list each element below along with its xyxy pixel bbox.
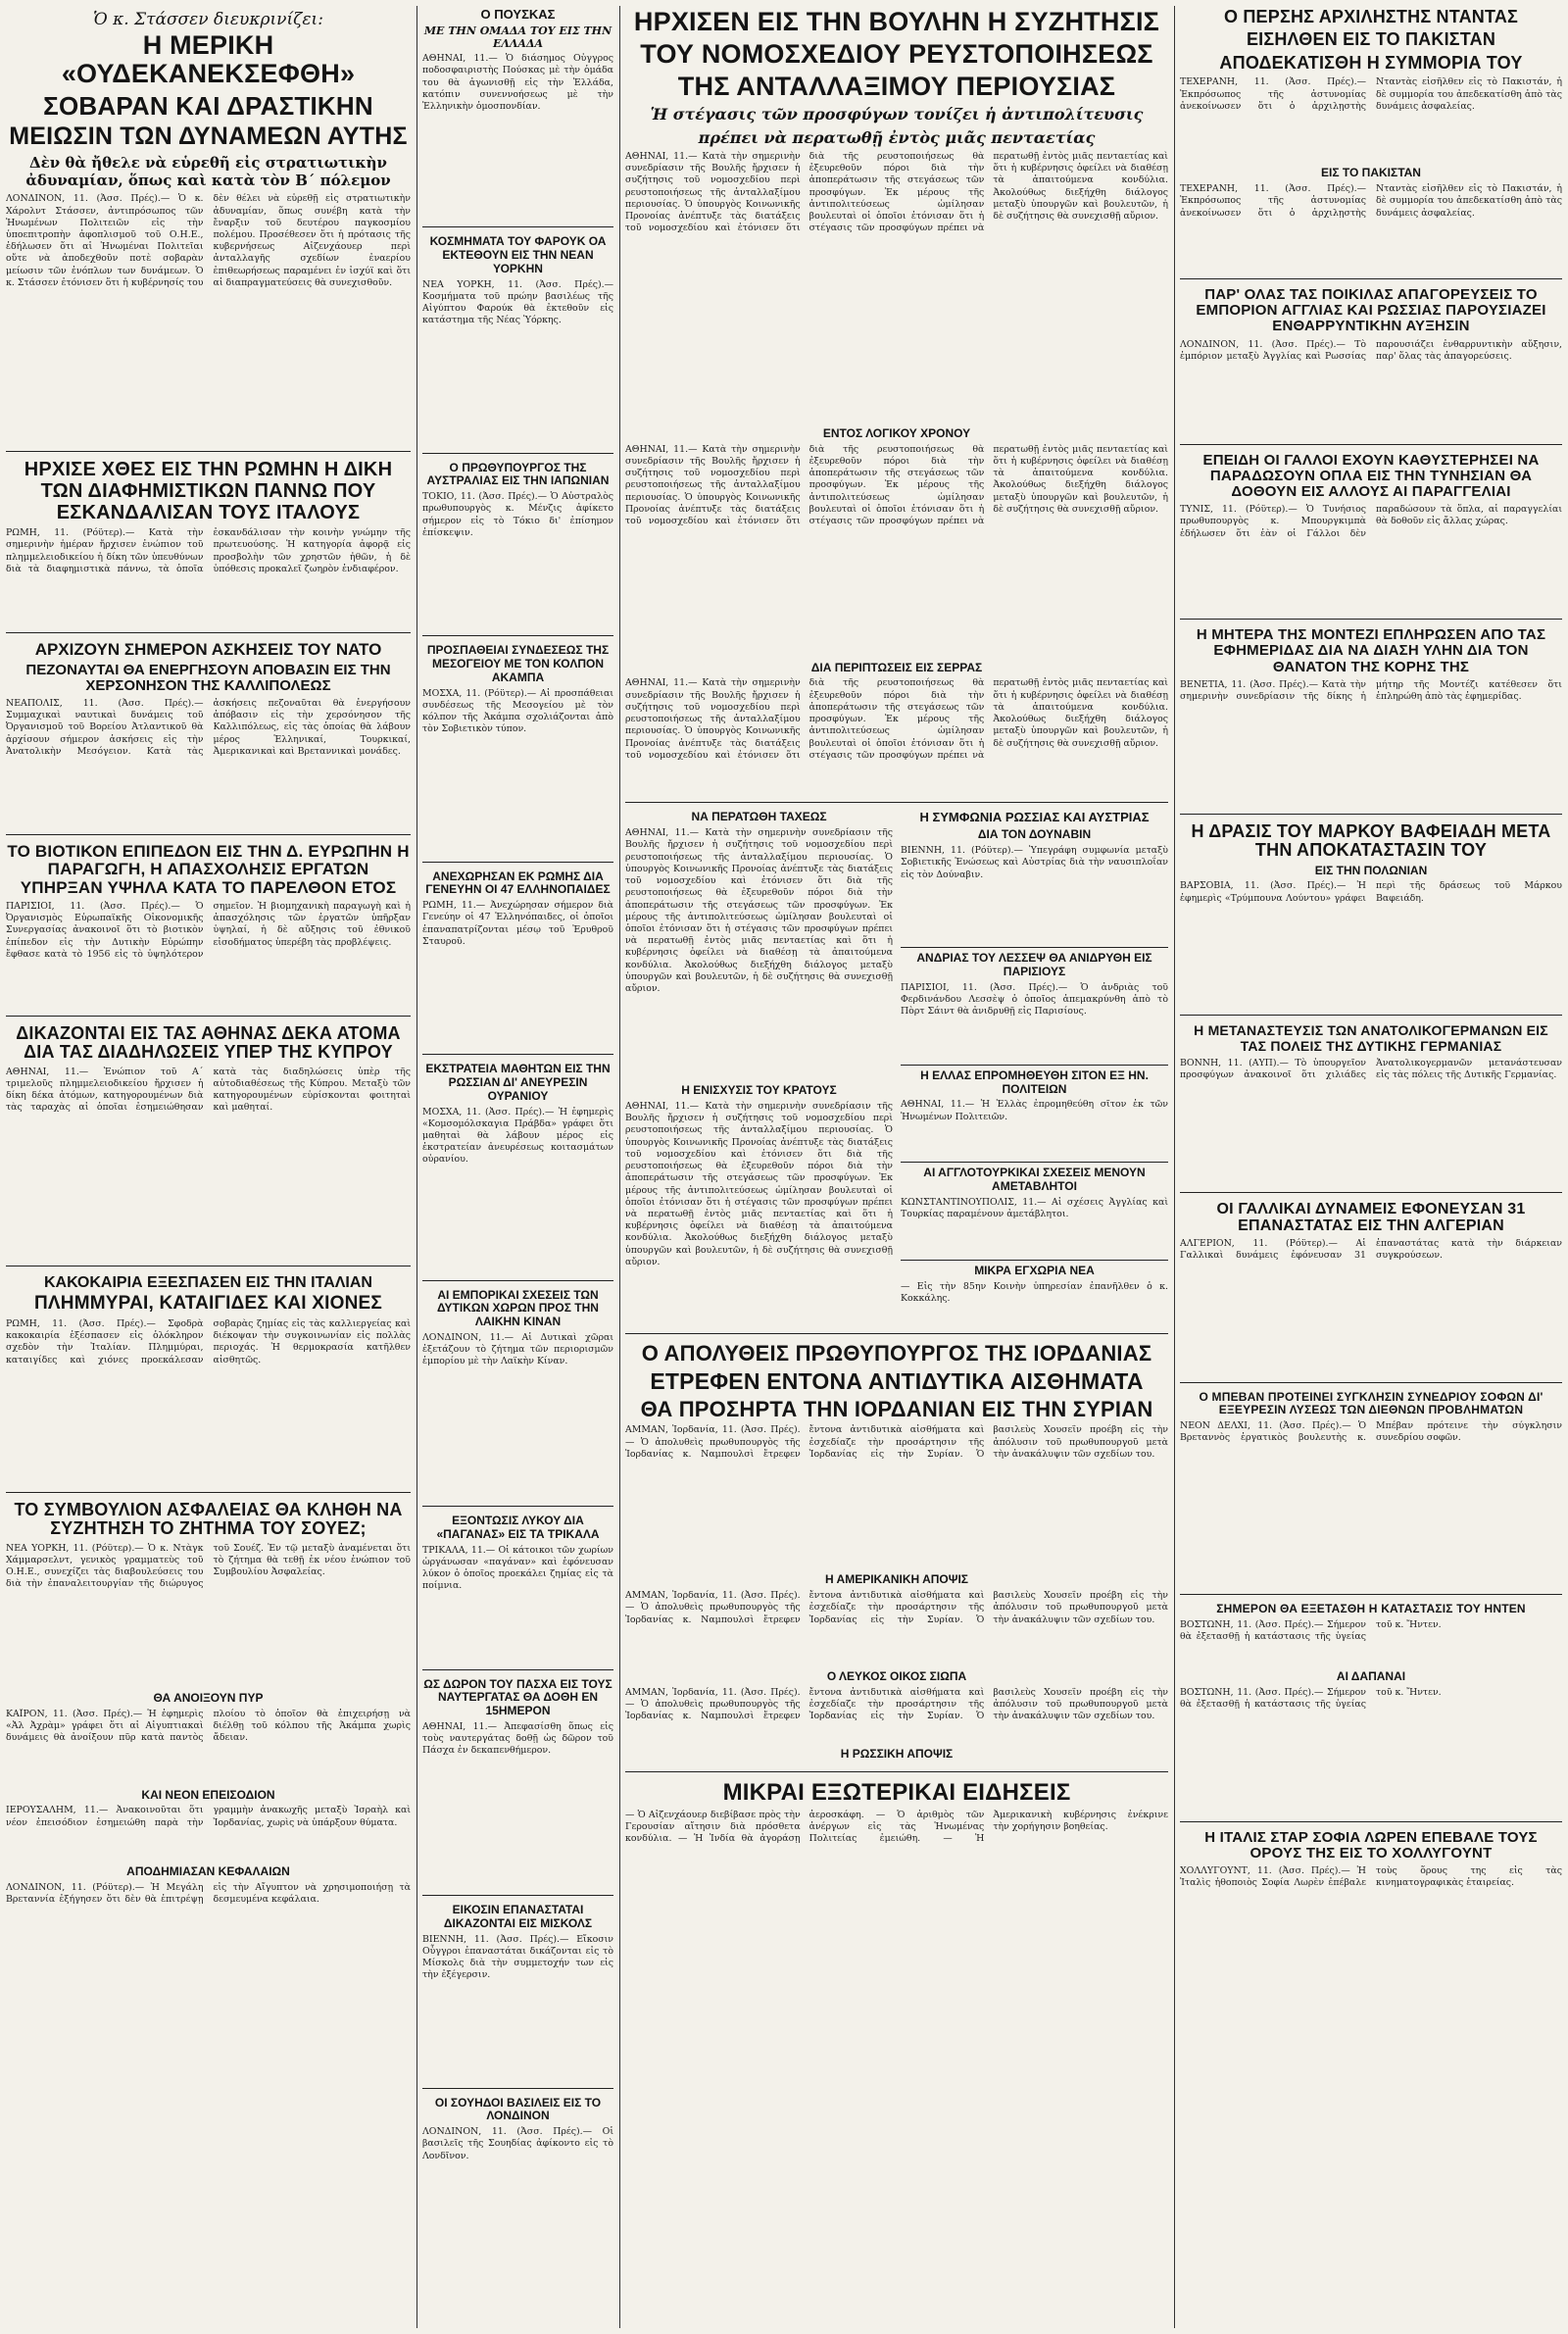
article-headline: ΠΕΖΟΝΑΥΤΑΙ ΘΑ ΕΝΕΡΓΗΣΟΥΝ ΑΠΟΒΑΣΙΝ ΕΙΣ ΤΗΝ ΧΕΡΣΟΝΗΣΟΝ ΤΗΣ ΚΑΛΛΙΠΟΛΕΩΣ — [25, 661, 391, 695]
article-headline: ΩΣ ΔΩΡΟΝ ΤΟΥ ΠΑΣΧΑ ΕΙΣ ΤΟΥΣ ΝΑΥΤΕΡΓΑΤΑΣ ΘΑ ΔΟΘΗ ΕΝ 15ΗΜΕΡΟΝ — [423, 1676, 612, 1718]
article-vafeiadis — [1180, 815, 1562, 1017]
article-body: ΑΘΗΝΑΙ, 11.— Ἀπεφασίσθη ὅπως εἰς τοὺς ναυτεργάτας δοθῇ ὡς δῶρον τοῦ Πάσχα ἐν δεκαπενθήμερον. — [422, 1720, 613, 1757]
column-4 — [1174, 0, 1568, 2334]
article-headline: Η ΔΡΑΣΙΣ ΤΟΥ ΜΑΡΚΟΥ ΒΑΦΕΙΑΔΗ ΜΕΤΑ ΤΗΝ ΑΠΟΚΑΤΑΣΤΑΣΙΝ ΤΟΥ — [1191, 820, 1551, 861]
article-body: ΑΘΗΝΑΙ, 11.— Κατὰ τὴν σημερινὴν συνεδρίασιν τῆς Βουλῆς ἤρχισεν ἡ συζήτησις τοῦ νομοσχεδίου περὶ ρευστοποιήσεως τῆς ἀνταλλαξίμου περιουσίας. Ὁ ὑπουργὸς Κοινωνικῆς Προνοίας ἀνέπτυξε τὰς διατάξεις τοῦ νομοσχεδίου καὶ ἐτόνισεν ὅτι διὰ τῆς ρευστοποιήσεως θὰ ἐξευρεθοῦν πόροι διὰ τὴν ἀποπεράτωσιν τῆς στεγάσεως τῶν προσφύγων. Ἐκ μέρους τῆς ἀντιπολιτεύσεως ὡμίλησαν βουλευταὶ οἱ ὁποῖοι ἐτόνισαν ὅτι ἡ στέγασις τῶν προσφύγων πρέπει νὰ περατωθῇ ἐντὸς μιᾶς πενταετίας καὶ ὅτι ἡ κυβέρνησις ὀφείλει νὰ διαθέσῃ τὰ ἀπαιτούμενα κονδύλια. Ἀκολούθως διεξήχθη διάλογος μεταξὺ ὑπουργῶν καὶ βουλευτῶν, ἡ δὲ συζήτησις θὰ συνεχισθῇ αὔριον. — [625, 677, 1168, 761]
divider — [901, 947, 1168, 948]
article-body: ΑΘΗΝΑΙ, 11.— Κατὰ τὴν σημερινὴν συνεδρίασιν τῆς Βουλῆς ἤρχισεν ἡ συζήτησις τοῦ νομοσχεδίου περὶ ρευστοποιήσεως τῆς ἀνταλλαξίμου περιουσίας. Ὁ ὑπουργὸς Κοινωνικῆς Προνοίας ἀνέπτυξε τὰς διατάξεις τοῦ νομοσχεδίου καὶ ἐτόνισεν ὅτι διὰ τῆς ρευστοποιήσεως θὰ ἐξευρεθοῦν πόροι διὰ τὴν ἀποπεράτωσιν τῆς στεγάσεως τῶν προσφύγων. Ἐκ μέρους τῆς ἀντιπολιτεύσεως ὡμίλησαν βουλευταὶ οἱ ὁποῖοι ἐτόνισαν ὅτι ἡ στέγασις τῶν προσφύγων πρέπει νὰ περατωθῇ ἐντὸς μιᾶς πενταετίας καὶ ὅτι ἡ κυβέρνησις ὀφείλει νὰ διαθέσῃ τὰ ἀπαιτούμενα κονδύλια. Ἀκολούθως διεξήχθη διάλογος μεταξὺ ὑπουργῶν καὶ βουλευτῶν, ἡ δὲ συζήτησις θὰ συνεχισθῇ αὔριον. — [625, 443, 1168, 526]
article-headline: ΗΡΧΙΣΕΝ ΕΙΣ ΤΗΝ ΒΟΥΛΗΝ Η ΣΥΖΗΤΗΣΙΣ — [633, 7, 1160, 36]
article-foreign-briefs — [625, 1772, 1168, 1934]
article-body: ΑΘΗΝΑΙ, 11.— Ἐνώπιον τοῦ Α΄ τριμελοῦς πλημμελειοδικείου ἤρχισεν ἡ δίκη δέκα ἀτόμων, κατηγορουμένων διὰ τὰς ταραχὰς αἱ ὁποῖαι ἐσημειώθησαν κατὰ τὰς διαδηλώσεις ὑπὲρ τῆς αὐτοδιαθέσεως τῆς Κύπρου. Μεταξὺ τῶν κατηγορουμένων εὑρίσκονται φοιτηταὶ καὶ μαθηταί. — [6, 1066, 411, 1114]
article-east-german-migration — [1180, 1016, 1562, 1192]
section-subheading: Η ΡΩΣΣΙΚΗ ΑΠΟΨΙΣ — [840, 1746, 954, 1761]
article-anglo-russian-trade — [1180, 279, 1562, 445]
article-headline: ΤΟ ΣΥΜΒΟΥΛΙΟΝ ΑΣΦΑΛΕΙΑΣ ΘΑ ΚΛΗΘΗ ΝΑ ΣΥΖΗΤΗΣΗ ΤΟ ΖΗΤΗΜΑ ΤΟΥ ΣΟΥΕΖ; — [14, 1499, 403, 1539]
article-wolf-trikala — [422, 1507, 613, 1670]
article-headline: ΚΟΣΜΗΜΑΤΑ ΤΟΥ ΦΑΡΟΥΚ ΟΑ ΕΚΤΕΘΟΥΝ ΕΙΣ ΤΗΝ ΝΕΑΝ ΥΟΡΚΗΝ — [429, 234, 607, 275]
article-headline: Η ΜΕΡΙΚΗ «ΟΥΔΕΚΑΝΕΚΣΕΦΘΗ» — [61, 30, 356, 89]
article-headline: ΕΞΟΝΤΩΣΙΣ ΛΥΚΟΥ ΔΙΑ «ΠΑΓΑΝΑΣ» ΕΙΣ ΤΑ ΤΡΙΚΑΛΑ — [436, 1513, 600, 1541]
article-headline: ΜΙΚΡΑ ΕΓΧΩΡΙΑ ΝΕΑ — [974, 1263, 1095, 1277]
article-tunisia-arms — [1180, 445, 1562, 621]
article-body: ΠΑΡΙΣΙΟΙ, 11. (Ἀσσ. Πρές).— Ὁ Ὀργανισμὸς Εὐρωπαϊκῆς Οἰκονομικῆς Συνεργασίας ἀνακοινοῖ ὅτι τὸ βιοτικὸν ἐπίπεδον εἰς τὴν Δυτικὴν Εὐρώπην ἔφθασε κατὰ τὸ 1956 εἰς τὸ ὑψηλότερον σημεῖον. Ἡ βιομηχανικὴ παραγωγὴ καὶ ἡ ἀπασχόλησις τῶν ἐργατῶν ὑπῆρξαν ὑψηλαί, ἡ δὲ αὔξησις τοῦ ἐθνικοῦ εἰσοδήματος ὑπερέβη τὰς προβλέψεις. — [6, 900, 411, 960]
section-subheading: ΑΠΟΔΗΜΙΑΣΑΝ ΚΕΦΑΛΑΙΩΝ — [126, 1864, 290, 1879]
article-body: ΒΟΣΤΩΝΗ, 11. (Ἀσσ. Πρές).— Σήμερον θὰ ἐξετασθῇ ἡ κατάστασις τῆς ὑγείας τοῦ κ. Ἤντεν. — [1180, 1619, 1442, 1643]
article-briefs — [901, 809, 1168, 1326]
article-body: ΤΡΙΚΑΛΑ, 11.— Οἱ κάτοικοι τῶν χωρίων ὠργάνωσαν «παγάναν» καὶ ἐφόνευσαν λύκον ὁ ὁποῖος προεκάλει ζημίας εἰς τὰ ποίμνια. — [422, 1544, 613, 1592]
article-body: ΚΑΪΡΟΝ, 11. (Ἀσσ. Πρές).— Ἡ ἐφημερὶς «Ἀλ Ἀχρὰμ» γράφει ὅτι αἱ Αἰγυπτιακαὶ δυνάμεις θὰ ἀνοίξουν πῦρ κατὰ παντὸς πλοίου τὸ ὁποῖον θὰ ἐπιχειρήσῃ νὰ διέλθῃ τοῦ κόλπου τῆς Ἀκάμπα χωρὶς ἄδειαν. — [6, 1708, 411, 1744]
article-body: ΑΜΜΑΝ, Ἰορδανία, 11. (Ἀσσ. Πρές).— Ὁ ἀπολυθεὶς πρωθυπουργὸς τῆς Ἰορδανίας κ. Ναμπουλσὶ ἔτρεφεν ἔντονα ἀντιδυτικὰ αἰσθήματα καὶ ἐσχεδίαζε τὴν προσάρτησιν τῆς Ἰορδανίας εἰς τὴν Συρίαν. Ὁ βασιλεὺς Χουσεῒν προέβη εἰς τὴν ἀπόλυσιν τοῦ πρωθυπουργοῦ μετὰ τὴν ἀνακάλυψιν τῶν σχεδίων του. — [625, 1590, 1168, 1625]
article-body: ΑΛΓΕΡΙΟΝ, 11. (Ρόϋτερ).— Αἱ Γαλλικαὶ δυνάμεις ἐφόνευσαν 31 ἐπαναστάτας κατὰ τὴν διάρκειαν συγκρούσεων. — [1180, 1238, 1562, 1262]
article-body: ΛΟΝΔΙΝΟΝ, 11. (Ἀσσ. Πρές).— Τὸ ἐμπόριον μεταξὺ Ἀγγλίας καὶ Ρωσσίας παρουσιάζει ἐνθαρρυντικὴν αὔξησιν, παρ' ὅλας τὰς ἀπαγορεύσεις. — [1180, 338, 1562, 362]
article-farouk-jewels — [422, 227, 613, 453]
article-headline: ΤΗΣ ΑΝΤΑΛΛΑΞΙΜΟΥ ΠΕΡΙΟΥΣΙΑΣ — [677, 72, 1116, 102]
article-body: ΒΑΡΣΟΒΙΑ, 11. (Ἀσσ. Πρές).— Ἡ ἐφημερὶς «Τρύμπουνα Λούντου» γράφει περὶ τῆς δράσεως τοῦ Μάρκου Βαφειάδη. — [1180, 880, 1562, 904]
article-headline: ΕΚΣΤΡΑΤΕΙΑ ΜΑΘΗΤΩΝ ΕΙΣ ΤΗΝ ΡΩΣΣΙΑΝ ΔΙ' ΑΝΕΥΡΕΣΙΝ ΟΥΡΑΝΙΟΥ — [425, 1062, 611, 1103]
article-headline: Ο ΜΠΕΒΑΝ ΠΡΟΤΕΙΝΕΙ ΣΥΓΚΛΗΣΙΝ ΣΥΝΕΔΡΙΟΥ ΣΟΦΩΝ ΔΙ' ΕΞΕΥΡΕΣΙΝ ΛΥΣΕΩΣ ΤΩΝ ΔΙΕΘΝΩΝ ΠΡΟΒΛΗΜΑΤΩΝ — [1199, 1390, 1544, 1417]
section-subheading: ΑΙ ΔΑΠΑΝΑΙ — [1336, 1669, 1406, 1684]
article-cyprus-trial — [6, 1017, 411, 1266]
article-suez — [6, 1493, 411, 1948]
article-easter-bonus — [422, 1670, 613, 1896]
article-swedish-royals — [422, 2089, 613, 2222]
article-body: ΝΕΑΠΟΛΙΣ, 11. (Ἀσσ. Πρές).— Συμμαχικαὶ ναυτικαὶ δυνάμεις τοῦ Ὀργανισμοῦ τοῦ Βορείου Ἀτλαντικοῦ θὰ ἀρχίσουν σήμερον ἀσκήσεις εἰς τὴν Ἀνατολικὴν Μεσόγειον. Κατὰ τὰς ἀσκήσεις πεζοναῦται θὰ ἐνεργήσουν ἀπόβασιν εἰς τὴν χερσόνησον τῆς Καλλιπόλεως, εἰς τὰς ὁποίας θὰ λάβουν μέρος Ἑλληνικαί, Τουρκικαί, Ἀμερικανικαὶ καὶ Βρεταννικαὶ μονάδες. — [6, 697, 411, 757]
article-body: ΛΟΝΔΙΝΟΝ, 11. (Ρόϋτερ).— Ἡ Μεγάλη Βρεταννία ἐξήγησεν ὅτι δὲν θὰ ἐπιτρέψῃ εἰς τὴν Αἴγυπτον νὰ χρησιμοποιήσῃ τὰ δεσμευμένα κεφάλαια. — [6, 1882, 411, 1906]
article-subheadline: Ἡ στέγασις τῶν προσφύγων τονίζει ἡ ἀντιπολίτευσις — [650, 105, 1144, 124]
article-china-trade — [422, 1281, 613, 1507]
article-headline: Η ΕΛΛΑΣ ΕΠΡΟΜΗΘΕΥΘΗ ΣΙΤΟΝ ΕΞ ΗΝ. ΠΟΛΙΤΕΙΩΝ — [920, 1068, 1149, 1096]
article-body: ΝΕΑ ΥΟΡΚΗ, 11. (Ρόϋτερ).— Ὁ κ. Ντὰγκ Χάμμαρσελντ, γενικὸς γραμματεὺς τοῦ Ο.Η.Ε., συνεχίζει τὰς διαβουλεύσεις του διὰ τὴν ἐπαναλειτουργίαν τῆς διώρυγος τοῦ Σουέζ. Ἐν τῷ μεταξὺ ἀναμένεται ὅτι τὸ ζήτημα θὰ τεθῇ ἐκ νέου ἐνώπιον τοῦ Συμβουλίου Ἀσφαλείας. — [6, 1542, 411, 1590]
article-body: ΡΩΜΗ, 11.— Ἀνεχώρησαν σήμερον διὰ Γενεύην οἱ 47 Ἑλληνόπαιδες, οἱ ὁποῖοι ἐπαναπατρίζονται μέσῳ τοῦ Ἐρυθροῦ Σταυροῦ. — [422, 900, 613, 947]
divider — [901, 1065, 1168, 1066]
section-subheading: Ο ΛΕΥΚΟΣ ΟΙΚΟΣ ΣΙΩΠΑ — [826, 1669, 967, 1684]
article-body: ΒΙΕΝΝΗ, 11. (Ρόϋτερ).— Ὑπεγράφη συμφωνία μεταξὺ Σοβιετικῆς Ἑνώσεως καὶ Αὐστρίας διὰ τὴν ναυσιπλοΐαν εἰς τὸν Δούναβιν. — [901, 845, 1168, 880]
article-body: ΛΟΝΔΙΝΟΝ, 11. (Ἀσσ. Πρές).— Ὁ κ. Χάρολντ Στάσσεν, ἀντιπρόσωπος τῶν Ἡνωμένων Πολιτειῶν εἰς τὴν ὑποεπιτροπὴν ἀφοπλισμοῦ τοῦ Ο.Η.Ε., ἐδήλωσεν ὅτι αἱ Ἡνωμέναι Πολιτεῖαι οὔτε νὰ ἀποδεχθοῦν ποτὲ σοβαρὰν μείωσιν τῶν ἐνόπλων των δυνάμεων. Ὁ κ. Στάσσεν ἐτόνισεν ὅτι ἡ κυβέρνησίς του δὲν θέλει νὰ εὑρεθῇ εἰς στρατιωτικὴν ἀδυναμίαν, ὅπως συνέβη κατὰ τὴν ἔναρξιν τοῦ δευτέρου παγκοσμίου πολέμου. Προσέθεσεν ὅτι ἡ πρότασις τῆς κυβερνήσεως Αἰζενχάουερ περὶ ἀνταλλαγῆς σχεδίων ἐναερίου ἐπιθεωρήσεως παραμένει ἐν ἰσχύϊ καὶ ὅτι αἱ διαπραγματεύσεις θὰ συνεχισθοῦν. — [6, 193, 411, 288]
article-eden — [1180, 1595, 1562, 1822]
section-subheading: Η ΕΝΙΣΧΥΣΙΣ ΤΟΥ ΚΡΑΤΟΥΣ — [681, 1083, 837, 1098]
section-subheading: ΕΙΣ ΤΗΝ ΠΟΛΩΝΙΑΝ — [1314, 863, 1428, 877]
article-headline: ΑΝΕΧΩΡΗΣΑΝ ΕΚ ΡΩΜΗΣ ΔΙΑ ΓΕΝΕΥΗΝ ΟΙ 47 ΕΛΛΗΝΟΠΑΙΔΕΣ — [425, 869, 611, 897]
column-3 — [619, 0, 1174, 2334]
article-headline: Η ΜΗΤΕΡΑ ΤΗΣ ΜΟΝΤΕΖΙ ΕΠΛΗΡΩΣΕΝ ΑΠΟ ΤΑΣ ΕΦΗΜΕΡΙΔΑΣ ΔΙΑ ΝΑ ΔΙΑΣΗ ΥΛΗΝ ΔΙΑ ΤΟΝ ΘΑΝΑΤΟΝ ΤΗΣ ΚΟΡΗΣ ΤΗΣ — [1196, 626, 1546, 675]
article-headline: ΑΝΔΡΙΑΣ ΤΟΥ ΛΕΣΣΕΨ ΘΑ ΑΝΙΔΡΥΘΗ ΕΙΣ ΠΑΡΙΣΙΟΥΣ — [916, 951, 1152, 978]
divider — [901, 1162, 1168, 1163]
section-subheading: ΕΝΤΟΣ ΛΟΓΙΚΟΥ ΧΡΟΝΟΥ — [822, 425, 971, 440]
article-headline: ΜΙΚΡΑΙ ΕΞΩΤΕΡΙΚΑΙ ΕΙΔΗΣΕΙΣ — [722, 1778, 1071, 1806]
article-body: ΛΟΝΔΙΝΟΝ, 11. (Ἀσσ. Πρές).— Οἱ βασιλεῖς τῆς Σουηδίας ἀφίκοντο εἰς τὸ Λονδῖνον. — [422, 2126, 613, 2161]
article-montesi — [1180, 620, 1562, 815]
article-headline: ΕΙΚΟΣΙΝ ΕΠΑΝΑΣΤΑΤΑΙ ΔΙΚΑΖΟΝΤΑΙ ΕΙΣ ΜΙΣΚΟΛΣ — [443, 1902, 593, 1930]
article-body: ΒΕΝΕΤΙΑ, 11. (Ἀσσ. Πρές).— Κατὰ τὴν σημερινὴν συνεδρίασιν τῆς δίκης ἡ μήτηρ τῆς Μοντέζι κατέθεσεν ὅτι ἐπληρώθη ἀπὸ τὰς ἐφημερίδας. — [1180, 678, 1562, 703]
article-uranium-students — [422, 1055, 613, 1280]
article-headline: ΑΡΧΙΖΟΥΝ ΣΗΜΕΡΟΝ ΑΣΚΗΣΕΙΣ ΤΟΥ ΝΑΤΟ — [34, 640, 382, 660]
column-2 — [416, 0, 619, 2334]
article-algeria — [1180, 1193, 1562, 1384]
article-body: ΤΕΧΕΡΑΝΗ, 11. (Ἀσσ. Πρές).— Ἐκπρόσωπος τῆς ἀστυνομίας ἀνεκοίνωσεν ὅτι ὁ ἀρχιλῃστὴς Νταντὰς εἰσῆλθεν εἰς τὸ Πακιστάν, ἡ δὲ συμμορία του ἀπεδεκατίσθη ἀπὸ τὰς δυνάμεις ἀσφαλείας. — [1180, 76, 1562, 112]
article-headline: ΕΙΣΗΛΘΕΝ ΕΙΣ ΤΟ ΠΑΚΙΣΤΑΝ — [1246, 29, 1496, 50]
article-subheadline: Δὲν θὰ ἤθελε νὰ εὑρεθῆ εἰς στρατιωτικὴν ἀδυναμίαν, ὅπως καὶ κατὰ τὸν Β΄ πόλεμον — [25, 154, 391, 190]
article-headline: Η ΣΥΜΦΩΝΙΑ ΡΩΣΣΙΑΣ ΚΑΙ ΑΥΣΤΡΙΑΣ — [919, 810, 1150, 825]
section-subheading: ΕΙΣ ΤΟ ΠΑΚΙΣΤΑΝ — [1321, 166, 1421, 180]
article-headline: ΟΙ ΓΑΛΛΙΚΑΙ ΔΥΝΑΜΕΙΣ ΕΦΟΝΕΥΣΑΝ 31 ΕΠΑΝΑΣΤΑΤΑΣ ΕΙΣ ΤΗΝ ΑΛΓΕΡΙΑΝ — [1216, 1200, 1526, 1234]
article-body: ΡΩΜΗ, 11. (Ἀσσ. Πρές).— Σφοδρὰ κακοκαιρία ἐξέσπασεν εἰς ὁλόκληρον σχεδὸν τὴν Ἰταλίαν. Πλημμύραι, καταιγίδες καὶ χιόνες προεκάλεσαν σοβαρὰς ζημίας εἰς τὰς καλλιεργείας καὶ διέκοψαν τὴν συγκοινωνίαν εἰς πολλὰς περιοχάς. Ἡ θερμοκρασία κατῆλθεν αἰσθητῶς. — [6, 1317, 411, 1366]
article-headline: Ο ΠΡΩΘΥΠΟΥΡΓΟΣ ΤΗΣ ΑΥΣΤΡΑΛΙΑΣ ΕΙΣ ΤΗΝ ΙΑΠΩΝΙΑΝ — [426, 460, 610, 488]
article-body: ΤΟΚΙΟ, 11. (Ἀσσ. Πρές).— Ὁ Αὐστραλὸς πρωθυπουργὸς κ. Μένζις ἀφίκετο σήμερον εἰς τὸ Τόκιο δι' ἐπίσημον ἐπίσκεψιν. — [422, 491, 613, 538]
section-subheading: ΚΑΙ ΝΕΟΝ ΕΠΕΙΣΟΔΙΟΝ — [141, 1787, 275, 1802]
article-headline: Η ΙΤΑΛΙΣ ΣΤΑΡ ΣΟΦΙΑ ΛΩΡΕΝ ΕΠΕΒΑΛΕ ΤΟΥΣ ΟΡΟΥΣ ΤΗΣ ΕΙΣ ΤΟ ΧΟΛΛΥΓΟΥΝΤ — [1204, 1828, 1538, 1862]
article-headline: ΕΠΕΙΔΗ ΟΙ ΓΑΛΛΟΙ ΕΧΟΥΝ ΚΑΘΥΣΤΕΡΗΣΕΙ ΝΑ ΠΑΡΑΔΩΣΟΥΝ ΟΠΛΑ ΕΙΣ ΤΗΝ ΤΥΝΗΣΙΑΝ ΘΑ ΔΟΘΟΥΝ ΕΙΣ ΑΛΛΟΥΣ ΑΙ ΠΑΡΑΓΓΕΛΙΑΙ — [1202, 451, 1540, 501]
article-nato-exercises — [6, 633, 411, 835]
article-body: ΒΙΕΝΝΗ, 11. (Ἀσσ. Πρές).— Εἴκοσιν Οὗγγροι ἐπαναστάται δικάζονται εἰς τὸ Μίσκολς διὰ τὴν συμμετοχήν των εἰς τὴν ἐξέγερσιν. — [422, 1933, 613, 1981]
article-headline: ΑΙ ΕΜΠΟΡΙΚΑΙ ΣΧΕΣΕΙΣ ΤΩΝ ΔΥΤΙΚΩΝ ΧΩΡΩΝ ΠΡΟΣ ΤΗΝ ΛΑΙΚΗΝ ΚΙΝΑΝ — [437, 1287, 599, 1329]
article-headline: ΤΟ ΒΙΟΤΙΚΟΝ ΕΠΙΠΕΔΟΝ ΕΙΣ ΤΗΝ Δ. ΕΥΡΩΠΗΝ Η ΠΑΡΑΓΩΓΗ, Η ΑΠΑΣΧΟΛΗΣΙΣ ΕΡΓΑΤΩΝ ΥΠΗΡΞΑΝ ΥΨΗΛΑ ΚΑΤΑ ΤΟ ΠΑΡΕΛΘΟΝ ΕΤΟΣ — [7, 841, 410, 897]
article-body: — Ὁ Αἰζενχάουερ διεβίβασε πρὸς τὴν Γερουσίαν αἴτησιν διὰ πρόσθετα κονδύλια. — Ἡ Ἰνδία θὰ ἀγοράσῃ ἀεροσκάφη. — Ὁ ἀριθμὸς τῶν ἀνέργων εἰς τὰς Ἡνωμένας Πολιτείας ἐμειώθη. — Ἡ Ἀμερικανικὴ κυβέρνησις ἐνέκρινε τὴν χορήγησιν βοηθείας. — [625, 1809, 1168, 1845]
article-headline: ΜΕΙΩΣΙΝ ΤΩΝ ΔΥΝΑΜΕΩΝ ΑΥΤΗΣ — [9, 123, 408, 151]
article-row-mid — [625, 803, 1168, 1334]
article-body: ΑΘΗΝΑΙ, 11.— Ὁ διάσημος Οὑγγρος ποδοσφαιριστὴς Πούσκας μὲ τὴν ὁμάδα του θὰ ἀγωνισθῇ εἰς τὴν Ἑλλάδα, κατόπιν συνεννοήσεως μὲ τὴν Ἑλληνικὴν ὁμοσπονδίαν. — [422, 53, 613, 113]
article-headline: ΤΟΥ ΝΟΜΟΣΧΕΔΙΟΥ ΡΕΥΣΤΟΠΟΙΗΣΕΩΣ — [640, 39, 1153, 70]
divider — [901, 1260, 1168, 1261]
section-subheading: ΔΙΑ ΠΕΡΙΠΤΩΣΕΙΣ ΕΙΣ ΣΕΡΡΑΣ — [810, 660, 983, 674]
article-headline: ΜΕ ΤΗΝ ΟΜΑΔΑ ΤΟΥ ΕΙΣ ΤΗΝ ΕΛΛΑΔΑ — [423, 24, 612, 50]
article-danube — [625, 809, 893, 1326]
article-body: ΠΑΡΙΣΙΟΙ, 11. (Ἀσσ. Πρές).— Ὁ ἀνδριὰς τοῦ Φερδινάνδου Λεσσὲψ ὁ ὁποῖος ἀπεμακρύνθη ἀπὸ τὸ Πὸρτ Σάιντ θὰ ἀνιδρυθῇ εἰς Παρισίους. — [901, 981, 1168, 1018]
article-body: ΜΟΣΧΑ, 11. (Ρόϋτερ).— Αἱ προσπάθειαι συνδέσεως τῆς Μεσογείου μὲ τὸν κόλπον τῆς Ἀκάμπα σχολιάζονται ἀπὸ τὸν Σοβιετικὸν τύπον. — [422, 687, 613, 735]
article-aqaba — [422, 636, 613, 862]
article-kicker: Ὁ κ. Στάσσεν διευκρινίζει: — [93, 10, 323, 29]
article-body: ΑΘΗΝΑΙ, 11.— Κατὰ τὴν σημερινὴν συνεδρίασιν τῆς Βουλῆς ἤρχισεν ἡ συζήτησις τοῦ νομοσχεδίου περὶ ρευστοποιήσεως τῆς ἀνταλλαξίμου περιουσίας. Ὁ ὑπουργὸς Κοινωνικῆς Προνοίας ἀνέπτυξε τὰς διατάξεις τοῦ νομοσχεδίου καὶ ἐτόνισεν ὅτι διὰ τῆς ρευστοποιήσεως θὰ ἐξευρεθοῦν πόροι διὰ τὴν ἀποπεράτωσιν τῆς στεγάσεως τῶν προσφύγων. Ἐκ μέρους τῆς ἀντιπολιτεύσεως ὡμίλησαν βουλευταὶ οἱ ὁποῖοι ἐτόνισαν ὅτι ἡ στέγασις τῶν προσφύγων πρέπει νὰ περατωθῇ ἐντὸς μιᾶς πενταετίας καὶ ὅτι ἡ κυβέρνησις ὀφείλει νὰ διαθέσῃ τὰ ἀπαιτούμενα κονδύλια. Ἀκολούθως διεξήχθη διάλογος μεταξὺ ὑπουργῶν καὶ βουλευτῶν, ἡ δὲ συζήτησις θὰ συνεχισθῇ αὔριον. — [625, 1101, 893, 1267]
article-headline: ΘΑ ΠΡΟΣΗΡΤΑ ΤΗΝ ΙΟΡΔΑΝΙΑΝ ΕΙΣ ΤΗΝ ΣΥΡΙΑΝ — [640, 1396, 1153, 1421]
article-sophia-loren — [1180, 1822, 1562, 1980]
article-headline: Ο ΑΠΟΛΥΘΕΙΣ ΠΡΩΘΥΠΟΥΡΓΟΣ ΤΗΣ ΙΟΡΔΑΝΙΑΣ — [641, 1341, 1152, 1366]
article-body: ΑΘΗΝΑΙ, 11.— Ἡ Ἑλλὰς ἐπρομηθεύθη σῖτον ἐκ τῶν Ἡνωμένων Πολιτειῶν. — [901, 1099, 1168, 1122]
article-stassen — [6, 0, 411, 452]
article-subheadline: πρέπει νὰ περατωθῇ ἐντὸς μιᾶς πενταετίας — [698, 127, 1096, 147]
article-miskolc-trial — [422, 1896, 613, 2089]
article-headline: ΑΠΟΔΕΚΑΤΙΣΘΗ Η ΣΥΜΜΟΡΙΑ ΤΟΥ — [1219, 52, 1523, 73]
article-body: ΛΟΝΔΙΝΟΝ, 11.— Αἱ Δυτικαὶ χῶραι ἐξετάζουν τὸ ζήτημα τῶν περιορισμῶν ἐμπορίου μὲ τὴν Λαϊκὴν Κίναν. — [422, 1331, 613, 1367]
article-greek-children — [422, 863, 613, 1056]
article-living-standard — [6, 835, 411, 1017]
article-body: — Εἰς τὴν 85ην Κοινὴν ὑπηρεσίαν ἐπανῆλθεν ὁ κ. Κοκκάλης. — [901, 1280, 1168, 1304]
article-headline: ΑΙ ΑΓΓΛΟΤΟΥΡΚΙΚΑΙ ΣΧΕΣΕΙΣ ΜΕΝΟΥΝ ΑΜΕΤΑΒΛΗΤΟΙ — [923, 1166, 1146, 1194]
article-body: ΒΟΣΤΩΝΗ, 11. (Ἀσσ. Πρές).— Σήμερον θὰ ἐξετασθῇ ἡ κατάστασις τῆς ὑγείας τοῦ κ. Ἤντεν. — [1180, 1686, 1442, 1711]
article-headline: ΣΟΒΑΡΑΝ ΚΑΙ ΔΡΑΣΤΙΚΗΝ — [43, 91, 373, 122]
article-headline: ΗΡΧΙΣΕ ΧΘΕΣ ΕΙΣ ΤΗΝ ΡΩΜΗΝ Η ΔΙΚΗ ΤΩΝ ΔΙΑΦΗΜΙΣΤΙΚΩΝ ΠΑΝΝΩ ΠΟΥ ΕΣΚΑΝΔΑΛΙΣΑΝ ΤΟΥΣ ΙΤΑΛΟΥΣ — [24, 459, 393, 523]
article-body: ΝΕΟΝ ΔΕΛΧΙ, 11. (Ἀσσ. Πρές).— Ὁ Βρεταννὸς ἐργατικὸς βουλευτὴς κ. Μπέβαν πρότεινε τὴν σύγκλησιν συνεδρίου σοφῶν. — [1180, 1420, 1562, 1444]
article-headline: ΣΗΜΕΡΟΝ ΘΑ ΕΞΕΤΑΣΘΗ Η ΚΑΤΑΣΤΑΣΙΣ ΤΟΥ ΗΝΤΕΝ — [1216, 1602, 1526, 1616]
article-body: ΑΜΜΑΝ, Ἰορδανία, 11. (Ἀσσ. Πρές).— Ὁ ἀπολυθεὶς πρωθυπουργὸς τῆς Ἰορδανίας κ. Ναμπουλσὶ ἔτρεφεν ἔντονα ἀντιδυτικὰ αἰσθήματα καὶ ἐσχεδίαζε τὴν προσάρτησιν τῆς Ἰορδανίας εἰς τὴν Συρίαν. Ὁ βασιλεὺς Χουσεῒν προέβη εἰς τὴν ἀπόλυσιν τοῦ πρωθυπουργοῦ μετὰ τὴν ἀνακάλυψιν τῶν σχεδίων του. — [625, 1424, 1168, 1460]
column-1 — [0, 0, 416, 2334]
section-subheading: ΘΑ ΑΝΟΙΞΟΥΝ ΠΥΡ — [153, 1690, 264, 1705]
article-body: ΝΕΑ ΥΟΡΚΗ, 11. (Ἀσσ. Πρές).— Κοσμήματα τοῦ πρώην βασιλέως τῆς Αἰγύπτου Φαρούκ θὰ ἐκτεθοῦν εἰς κατάστημα τῆς Νέας Ὑόρκης. — [422, 278, 613, 326]
article-body: ΤΕΧΕΡΑΝΗ, 11. (Ἀσσ. Πρές).— Ἐκπρόσωπος τῆς ἀστυνομίας ἀνεκοίνωσεν ὅτι ὁ ἀρχιλῃστὴς Νταντὰς εἰσῆλθεν εἰς τὸ Πακιστάν, ἡ δὲ συμμορία του ἀπεδεκατίσθη ἀπὸ τὰς δυνάμεις ἀσφαλείας. — [1180, 183, 1562, 219]
article-body: ΤΥΝΙΣ, 11. (Ρόϋτερ).— Ὁ Τυνήσιος πρωθυπουργὸς κ. Μπουργκιμπὰ ἐδήλωσεν ὅτι ἐὰν οἱ Γάλλοι δὲν παραδώσουν τὰ ὅπλα, αἱ παραγγελίαι θὰ δοθοῦν εἰς ἄλλας χώρας. — [1180, 504, 1562, 539]
article-body: ΚΩΝΣΤΑΝΤΙΝΟΥΠΟΛΙΣ, 11.— Αἱ σχέσεις Ἀγγλίας καὶ Τουρκίας παραμένουν ἀμετάβλητοι. — [901, 1196, 1168, 1220]
article-body: ΑΘΗΝΑΙ, 11.— Κατὰ τὴν σημερινὴν συνεδρίασιν τῆς Βουλῆς ἤρχισεν ἡ συζήτησις τοῦ νομοσχεδίου περὶ ρευστοποιήσεως τῆς ἀνταλλαξίμου περιουσίας. Ὁ ὑπουργὸς Κοινωνικῆς Προνοίας ἀνέπτυξε τὰς διατάξεις τοῦ νομοσχεδίου καὶ ἐτόνισεν ὅτι διὰ τῆς ρευστοποιήσεως θὰ ἐξευρεθοῦν πόροι διὰ τὴν ἀποπεράτωσιν τῆς στεγάσεως τῶν προσφύγων. Ἐκ μέρους τῆς ἀντιπολιτεύσεως ὡμίλησαν βουλευταὶ οἱ ὁποῖοι ἐτόνισαν ὅτι ἡ στέγασις τῶν προσφύγων πρέπει νὰ περατωθῇ ἐντὸς μιᾶς πενταετίας καὶ ὅτι ἡ κυβέρνησις ὀφείλει νὰ διαθέσῃ τὰ ἀπαιτούμενα κονδύλια. Ἀκολούθως διεξήχθη διάλογος μεταξὺ ὑπουργῶν καὶ βουλευτῶν, ἡ δὲ συζήτησις θὰ συνεχισθῇ αὔριον. — [625, 827, 893, 995]
article-headline: ΔΙΑ ΤΟΝ ΔΟΥΝΑΒΙΝ — [977, 827, 1092, 842]
article-jordan-pm — [625, 1334, 1168, 1772]
article-body: ΧΟΛΛΥΓΟΥΝΤ, 11. (Ἀσσ. Πρές).— Ἡ Ἰταλὶς ἠθοποιὸς Σοφία Λωρὲν ἐπέβαλε τοὺς ὅρους της εἰς τὰς κινηματογραφικὰς ἑταιρείας. — [1180, 1865, 1562, 1889]
article-body: ΑΜΜΑΝ, Ἰορδανία, 11. (Ἀσσ. Πρές).— Ὁ ἀπολυθεὶς πρωθυπουργὸς τῆς Ἰορδανίας κ. Ναμπουλσὶ ἔτρεφεν ἔντονα ἀντιδυτικὰ αἰσθήματα καὶ ἐσχεδίαζε τὴν προσάρτησιν τῆς Ἰορδανίας εἰς τὴν Συρίαν. Ὁ βασιλεὺς Χουσεῒν προέβη εἰς τὴν ἀπόλυσιν τοῦ πρωθυπουργοῦ μετὰ τὴν ἀνακάλυψιν τῶν σχεδίων του. — [625, 1686, 1168, 1722]
article-persian-bandit — [1180, 0, 1562, 279]
section-subheading: Η ΑΜΕΡΙΚΑΝΙΚΗ ΑΠΟΨΙΣ — [824, 1572, 969, 1587]
article-body: ΜΟΣΧΑ, 11. (Ἀσσ. Πρές).— Ἡ ἐφημερὶς «Κομσομόλσκαγια Πράβδα» γράφει ὅτι μαθηταὶ θὰ λάβουν μέρος εἰς ἐκστρατείαν ἀνευρέσεως κοιτασμάτων οὐρανίου. — [422, 1106, 613, 1166]
article-rome-trial — [6, 452, 411, 633]
section-subheading: ΝΑ ΠΕΡΑΤΩΘΗ ΤΑΧΕΩΣ — [691, 810, 827, 824]
article-bevan — [1180, 1383, 1562, 1595]
article-headline: Ο ΠΕΡΣΗΣ ΑΡΧΙΛΗΣΤΗΣ ΝΤΑΝΤΑΣ — [1223, 7, 1519, 26]
article-headline: ΠΑΡ' ΟΛΑΣ ΤΑΣ ΠΟΙΚΙΛΑΣ ΑΠΑΓΟΡΕΥΣΕΙΣ ΤΟ ΕΜΠΟΡΙΟΝ ΑΓΓΛΙΑΣ ΚΑΙ ΡΩΣΣΙΑΣ ΠΑΡΟΥΣΙΑΖΕΙ ΕΝΘΑΡΡΥΝΤΙΚΗΝ ΑΥΞΗΣΙΝ — [1196, 286, 1546, 335]
article-headline: ΔΙΚΑΖΟΝΤΑΙ ΕΙΣ ΤΑΣ ΑΘΗΝΑΣ ΔΕΚΑ ΑΤΟΜΑ ΔΙΑ ΤΑΣ ΔΙΑΔΗΛΩΣΕΙΣ ΥΠΕΡ ΤΗΣ ΚΥΠΡΟΥ — [16, 1022, 401, 1063]
article-australia-pm — [422, 454, 613, 637]
article-headline: ΠΛΗΜΜΥΡΑΙ, ΚΑΤΑΙΓΙΔΕΣ ΚΑΙ ΧΙΟΝΕΣ — [34, 1293, 382, 1315]
article-headline: ΟΙ ΣΟΥΗΔΟΙ ΒΑΣΙΛΕΙΣ ΕΙΣ ΤΟ ΛΟΝΔΙΝΟΝ — [434, 2095, 602, 2123]
article-headline: ΕΤΡΕΦΕΝ ΕΝΤΟΝΑ ΑΝΤΙΔΥΤΙΚΑ ΑΙΣΘΗΜΑΤΑ — [650, 1367, 1144, 1394]
article-parliament-property — [625, 0, 1168, 803]
article-headline: Η ΜΕΤΑΝΑΣΤΕΥΣΙΣ ΤΩΝ ΑΝΑΤΟΛΙΚΟΓΕΡΜΑΝΩΝ ΕΙΣ ΤΑΣ ΠΟΛΕΙΣ ΤΗΣ ΔΥΤΙΚΗΣ ΓΕΡΜΑΝΙΑΣ — [1194, 1022, 1548, 1054]
article-headline: ΚΑΚΟΚΑΙΡΙΑ ΕΞΕΣΠΑΣΕΝ ΕΙΣ ΤΗΝ ΙΤΑΛΙΑΝ — [44, 1273, 372, 1291]
article-body: ΑΘΗΝΑΙ, 11.— Κατὰ τὴν σημερινὴν συνεδρίασιν τῆς Βουλῆς ἤρχισεν ἡ συζήτησις τοῦ νομοσχεδίου περὶ ρευστοποιήσεως τῆς ἀνταλλαξίμου περιουσίας. Ὁ ὑπουργὸς Κοινωνικῆς Προνοίας ἀνέπτυξε τὰς διατάξεις τοῦ νομοσχεδίου καὶ ἐτόνισεν ὅτι διὰ τῆς ρευστοποιήσεως θὰ ἐξευρεθοῦν πόροι διὰ τὴν ἀποπεράτωσιν τῆς στεγάσεως τῶν προσφύγων. Ἐκ μέρους τῆς ἀντιπολιτεύσεως ὡμίλησαν βουλευταὶ οἱ ὁποῖοι ἐτόνισαν ὅτι ἡ στέγασις τῶν προσφύγων πρέπει νὰ περατωθῇ ἐντὸς μιᾶς πενταετίας καὶ ὅτι ἡ κυβέρνησις ὀφείλει νὰ διαθέσῃ τὰ ἀπαιτούμενα κονδύλια. Ἀκολούθως διεξήχθη διάλογος μεταξὺ ὑπουργῶν καὶ βουλευτῶν, ἡ δὲ συζήτησις θὰ συνεχισθῇ αὔριον. — [625, 150, 1168, 234]
article-body: ΒΟΝΝΗ, 11. (ΑΥΠ).— Τὸ ὑπουργεῖον προσφύγων ἀνακοινοῖ ὅτι χιλιάδες Ἀνατολικογερμανῶν μετανάστευσαν εἰς τὰς πόλεις τῆς Δυτικῆς Γερμανίας. — [1180, 1057, 1562, 1080]
article-headline: Ο ΠΟΥΣΚΑΣ — [480, 7, 556, 22]
article-body: ΡΩΜΗ, 11. (Ρόϋτερ).— Κατὰ τὴν σημερινὴν ἡμέραν ἤρχισεν ἐνώπιον τοῦ πλημμελειοδικείου ἡ δίκη τῶν ὑπευθύνων διὰ τὰ διαφημιστικὰ πάννω, τὰ ὁποῖα ἐσκανδάλισαν τὴν κοινὴν γνώμην τῆς πρωτευούσης. Ἡ κατηγορία ἀφορᾷ εἰς προσβολὴν τῶν χρηστῶν ἠθῶν, ἡ δὲ ὑπόθεσις προκαλεῖ ζωηρὸν ἐνδιαφέρον. — [6, 527, 411, 574]
article-body: ΙΕΡΟΥΣΑΛΗΜ, 11.— Ἀνακοινοῦται ὅτι νέον ἐπεισόδιον ἐσημειώθη παρὰ τὴν γραμμὴν ἀνακωχῆς μεταξὺ Ἰσραὴλ καὶ Ἰορδανίας, χωρὶς νὰ ὑπάρξουν θύματα. — [6, 1805, 411, 1828]
article-puskas — [422, 0, 613, 227]
article-italy-weather — [6, 1266, 411, 1493]
article-headline: ΠΡΟΣΠΑΘΕΙΑΙ ΣΥΝΔΕΣΕΩΣ ΤΗΣ ΜΕΣΟΓΕΙΟΥ ΜΕ ΤΟΝ ΚΟΛΠΟΝ ΑΚΑΜΠΑ — [426, 643, 610, 684]
